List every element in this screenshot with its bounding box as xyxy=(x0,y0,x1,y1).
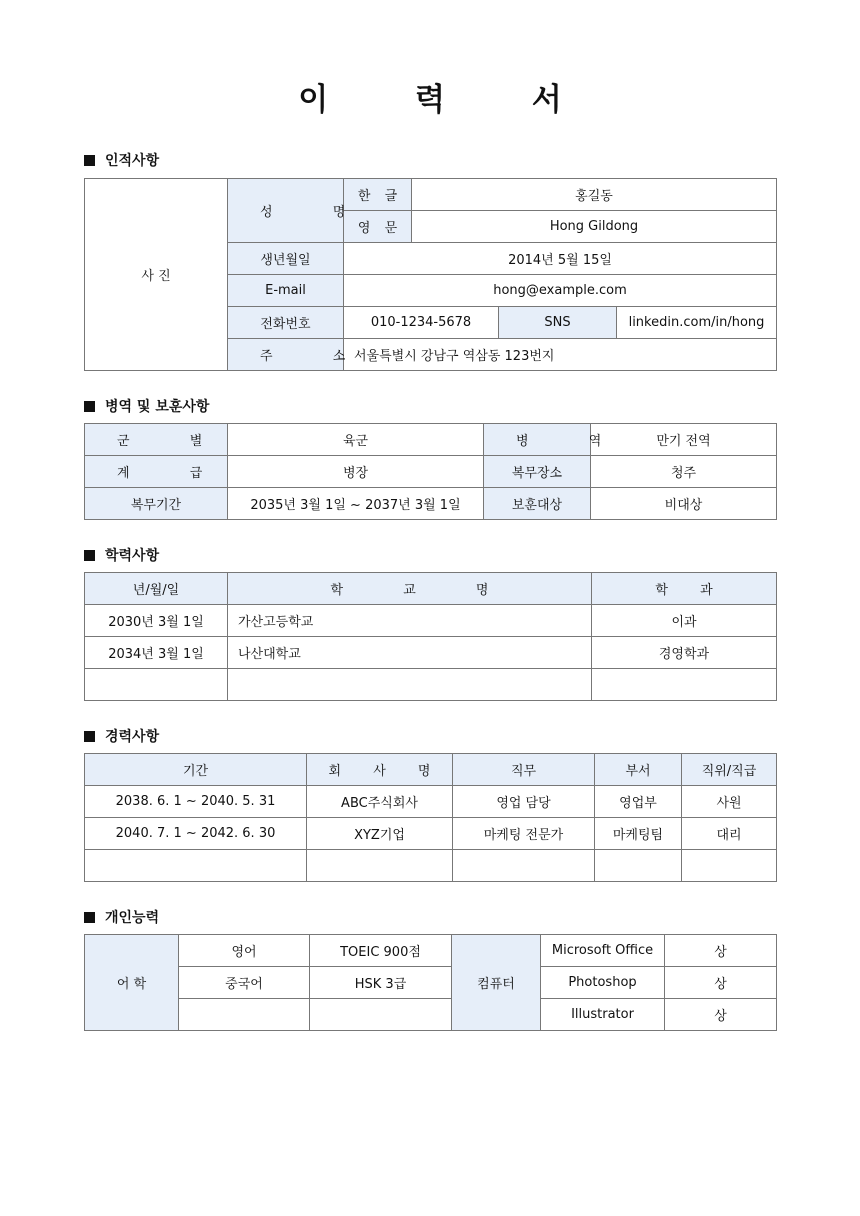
personal-info-table xyxy=(84,178,777,371)
education-major[interactable] xyxy=(592,669,777,701)
phone-value[interactable]: 010-1234-5678 xyxy=(344,307,499,339)
career-header-duty: 직무 xyxy=(453,754,595,786)
computer-skill[interactable]: Illustrator xyxy=(541,999,665,1031)
career-header-company: 회 사 명 xyxy=(307,754,453,786)
education-table xyxy=(84,572,777,701)
education-header-date: 년/월/일 xyxy=(85,573,228,605)
military-table xyxy=(84,423,777,520)
table-row xyxy=(85,669,777,701)
career-header-department: 부서 xyxy=(595,754,682,786)
square-bullet-icon xyxy=(84,912,95,923)
language-score[interactable] xyxy=(310,999,452,1031)
computer-skill[interactable]: Microsoft Office xyxy=(541,935,665,967)
career-period[interactable] xyxy=(85,850,307,882)
location-label: 복무장소 xyxy=(484,456,591,488)
square-bullet-icon xyxy=(84,731,95,742)
section-title: 학력사항 xyxy=(105,548,160,564)
address-label: 주 소 xyxy=(228,339,344,371)
service-label: 병 역 xyxy=(484,424,591,456)
table-row xyxy=(85,637,777,669)
career-department[interactable] xyxy=(595,850,682,882)
section-heading-military xyxy=(84,396,209,416)
address-value[interactable]: 서울특별시 강남구 역삼동 123번지 xyxy=(344,339,777,371)
career-department[interactable]: 영업부 xyxy=(595,786,682,818)
computer-skill[interactable]: Photoshop xyxy=(541,967,665,999)
section-title: 인적사항 xyxy=(105,153,160,169)
section-heading-education xyxy=(84,545,159,565)
education-school[interactable] xyxy=(228,669,592,701)
korean-name-value[interactable]: 홍길동 xyxy=(412,179,777,211)
table-row xyxy=(85,850,777,882)
photo-cell[interactable]: 사 진 xyxy=(85,179,228,371)
career-duty[interactable] xyxy=(453,850,595,882)
english-name-label: 영 문 xyxy=(344,211,412,243)
education-school[interactable]: 가산고등학교 xyxy=(228,605,592,637)
location-value[interactable]: 청주 xyxy=(591,456,777,488)
section-heading-career xyxy=(84,726,159,746)
language-score[interactable]: TOEIC 900점 xyxy=(310,935,452,967)
computer-level[interactable]: 상 xyxy=(665,935,777,967)
career-duty[interactable]: 영업 담당 xyxy=(453,786,595,818)
email-value[interactable]: hong@example.com xyxy=(344,275,777,307)
section-heading-skills xyxy=(84,907,159,927)
phone-label: 전화번호 xyxy=(228,307,344,339)
language-name[interactable]: 영어 xyxy=(179,935,310,967)
career-position[interactable]: 대리 xyxy=(682,818,777,850)
section-title: 병역 및 보훈사항 xyxy=(105,399,210,415)
english-name-value[interactable]: Hong Gildong xyxy=(412,211,777,243)
education-school[interactable]: 나산대학교 xyxy=(228,637,592,669)
career-period[interactable]: 2040. 7. 1 ~ 2042. 6. 30 xyxy=(85,818,307,850)
career-department[interactable]: 마케팅팀 xyxy=(595,818,682,850)
language-score[interactable]: HSK 3급 xyxy=(310,967,452,999)
section-title: 경력사항 xyxy=(105,729,160,745)
computer-level[interactable]: 상 xyxy=(665,999,777,1031)
career-period[interactable]: 2038. 6. 1 ~ 2040. 5. 31 xyxy=(85,786,307,818)
square-bullet-icon xyxy=(84,401,95,412)
rank-value[interactable]: 병장 xyxy=(228,456,484,488)
table-row xyxy=(85,818,777,850)
name-label: 성 명 xyxy=(228,179,344,243)
career-duty[interactable]: 마케팅 전문가 xyxy=(453,818,595,850)
sns-label: SNS xyxy=(499,307,617,339)
computer-label: 컴퓨터 xyxy=(452,935,541,1031)
education-header-major: 학 과 xyxy=(592,573,777,605)
service-value[interactable]: 만기 전역 xyxy=(591,424,777,456)
education-header-school: 학 교 명 xyxy=(228,573,592,605)
table-row xyxy=(85,786,777,818)
language-name[interactable] xyxy=(179,999,310,1031)
korean-name-label: 한 글 xyxy=(344,179,412,211)
period-label: 복무기간 xyxy=(85,488,228,520)
branch-label: 군 별 xyxy=(85,424,228,456)
rank-label: 계 급 xyxy=(85,456,228,488)
career-header-position: 직위/직급 xyxy=(682,754,777,786)
page-title: 이 력 서 xyxy=(298,82,600,118)
sns-value[interactable]: linkedin.com/in/hong xyxy=(617,307,777,339)
language-name[interactable]: 중국어 xyxy=(179,967,310,999)
veteran-value[interactable]: 비대상 xyxy=(591,488,777,520)
birth-label: 생년월일 xyxy=(228,243,344,275)
education-date[interactable]: 2030년 3월 1일 xyxy=(85,605,228,637)
section-heading-personal xyxy=(84,150,159,170)
education-date[interactable]: 2034년 3월 1일 xyxy=(85,637,228,669)
table-row xyxy=(85,605,777,637)
career-table xyxy=(84,753,777,882)
veteran-label: 보훈대상 xyxy=(484,488,591,520)
career-position[interactable]: 사원 xyxy=(682,786,777,818)
section-title: 개인능력 xyxy=(105,910,160,926)
birth-value[interactable]: 2014년 5월 15일 xyxy=(344,243,777,275)
education-major[interactable]: 경영학과 xyxy=(592,637,777,669)
square-bullet-icon xyxy=(84,550,95,561)
skills-table xyxy=(84,934,777,1031)
education-major[interactable]: 이과 xyxy=(592,605,777,637)
career-position[interactable] xyxy=(682,850,777,882)
career-company[interactable] xyxy=(307,850,453,882)
career-company[interactable]: XYZ기업 xyxy=(307,818,453,850)
period-value[interactable]: 2035년 3월 1일 ~ 2037년 3월 1일 xyxy=(228,488,484,520)
education-date[interactable] xyxy=(85,669,228,701)
branch-value[interactable]: 육군 xyxy=(228,424,484,456)
computer-level[interactable]: 상 xyxy=(665,967,777,999)
email-label: E-mail xyxy=(228,275,344,307)
career-header-period: 기간 xyxy=(85,754,307,786)
career-company[interactable]: ABC주식회사 xyxy=(307,786,453,818)
square-bullet-icon xyxy=(84,155,95,166)
language-label: 어 학 xyxy=(85,935,179,1031)
